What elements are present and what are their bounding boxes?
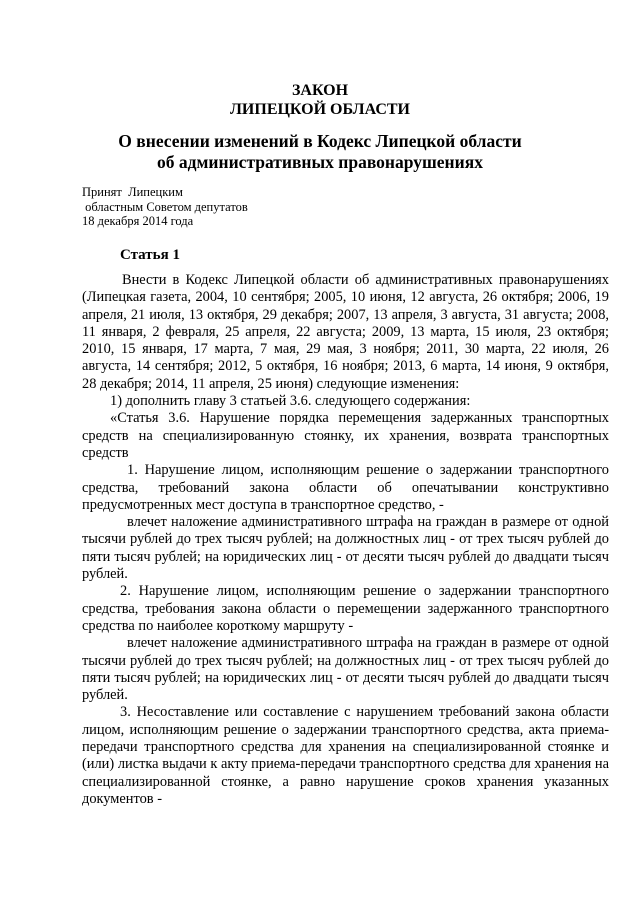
- penalty-paragraph: влечет наложение административного штрафа на граждан в размере от одной тысячи рублей до трех тысяч рублей; на должностных лиц - от трех тысяч рублей до пяти тысяч рублей; на юридических лиц - от десяти тысяч рублей до двадцати тысяч рублей.: [82, 635, 609, 704]
- article-intro-paragraph: Внести в Кодекс Липецкой области об административных правонарушениях (Липецкая газета, 2004, 10 сентября; 2005, 10 июня, 12 августа, 26 октября; 2006, 19 апреля, 21 июля, 13 октября, 29 декабря; 2007, 13 апреля, 3 августа, 31 августа; 2008, 11 января, 2 февраля, 25 апреля, 22 августа; 2009, 13 марта, 15 июля, 23 октября; 2010, 15 января, 17 марта, 7 мая, 29 мая, 3 ноября; 2011, 30 марта, 22 июля, 26 августа, 14 сентября; 2012, 5 октября, 16 ноября; 2013, 6 марта, 14 июня, 9 октября, 28 декабря; 2014, 11 апреля, 25 июня) следующие изменения:: [82, 272, 609, 392]
- article-heading: Статья 1: [120, 247, 180, 263]
- clause-paragraph: 2. Нарушение лицом, исполняющим решение о задержании транспортного средства, требования закона области о перемещении задержанного транспортного средства по наиболее короткому маршруту -: [82, 583, 609, 634]
- adoption-date: 18 декабря 2014 года: [82, 214, 194, 228]
- adoption-line: областным Советом депутатов: [82, 199, 248, 214]
- adoption-line: Принят Липецким: [82, 185, 183, 199]
- law-subject-line2: об административных правонарушениях: [157, 152, 483, 172]
- article-body: [82, 272, 609, 808]
- law-region: ЛИПЕЦКОЙ ОБЛАСТИ: [230, 101, 410, 118]
- new-article-title: «Статья 3.6. Нарушение порядка перемещения задержанных транспортных средств на специализированную стоянку, их хранения, возврата транспортных средств: [82, 410, 609, 461]
- penalty-paragraph: влечет наложение административного штрафа на граждан в размере от одной тысячи рублей до трех тысяч рублей; на должностных лиц - от трех тысяч рублей до пяти тысяч рублей; на юридических лиц - от десяти тысяч рублей до двадцати тысяч рублей.: [82, 514, 609, 583]
- clause-paragraph: 3. Несоставление или составление с нарушением требований закона области лицом, исполняющим решение о задержании транспортного средства, акта приема-передачи транспортного средства для хранения на специализированной стоянке и (или) листка выдачи к акту приема-передачи транспортного средства для хранения на специализированной стоянке, а равно нарушение сроков хранения указанных документов -: [82, 704, 609, 807]
- adoption-block: [82, 185, 248, 229]
- amendment-item: 1) дополнить главу 3 статьей 3.6. следующего содержания:: [110, 393, 471, 410]
- clause-paragraph: 1. Нарушение лицом, исполняющим решение о задержании транспортного средства, требований закона области об опечатывании конструктивно предусмотренных мест доступа в транспортное средство, -: [82, 462, 609, 513]
- law-title: ЗАКОН: [291, 82, 349, 99]
- law-subject-line1: О внесении изменений в Кодекс Липецкой области: [118, 131, 522, 151]
